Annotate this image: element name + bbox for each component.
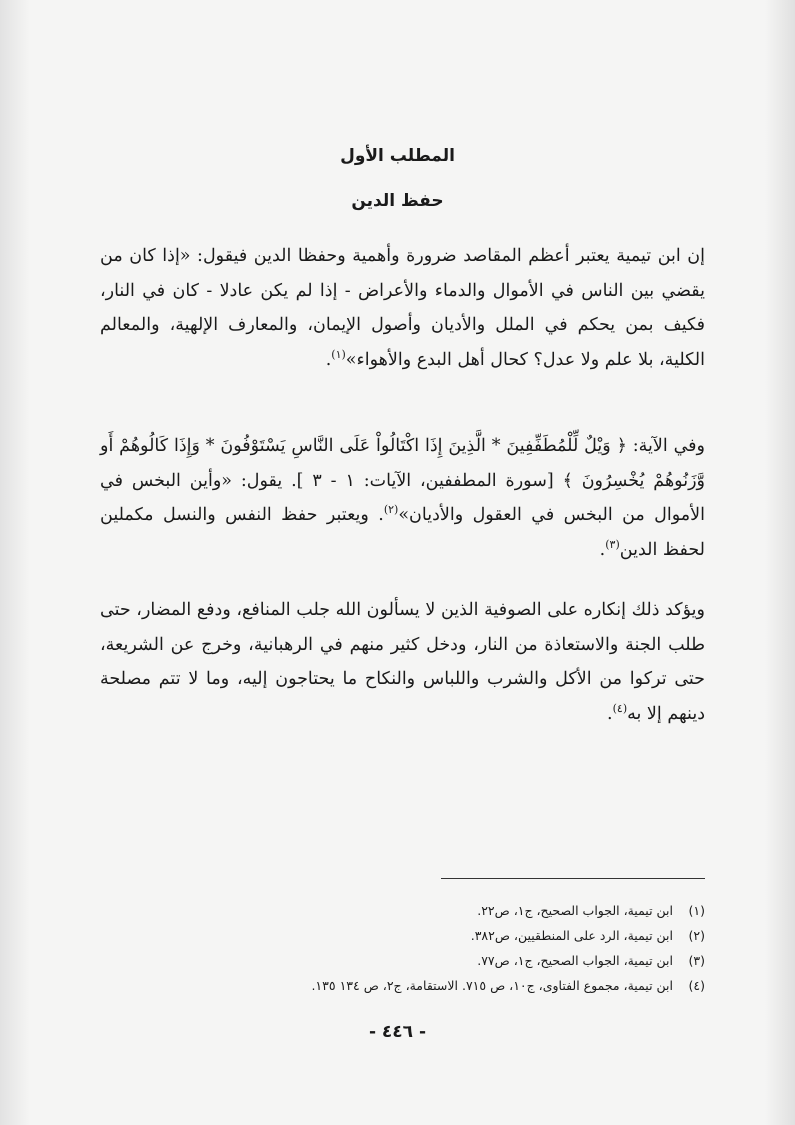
footnote-ref-4: (٤) [612, 701, 628, 715]
footnote-item [100, 923, 705, 948]
footnotes-list [100, 898, 705, 998]
subsection-heading: حفظ الدين [351, 191, 444, 211]
paragraph-2-end: . [599, 539, 606, 560]
footnote-number: (٤) [688, 978, 705, 993]
paragraph-3-end: . [607, 703, 613, 724]
footnote-number: (٣) [688, 953, 705, 968]
paragraph-3-text: ويؤكد ذلك إنكاره على الصوفية الذين لا يسألون الله جلب المنافع، ودفع المضار، حتى طلب الجنة والاستعاذة من النار، ودخل كثير منهم في الرهبانية، وخرج عن الشريعة، حتى تركوا من الأكل والشرب واللباس والنكاح ما يحتاجون إليه، وما لا تتم مصلحة دينهم إلا به [100, 600, 705, 724]
footnote-ref-3: (٣) [605, 537, 620, 551]
quran-verse: ﴿ وَيْلٌ لِّلْمُطَفِّفِينَ * الَّذِينَ إِذَا اكْتَالُواْ عَلَى النَّاسِ يَسْتَوْفُونَ * وَإِذَا كَالُوهُمْ أَو وَّزَنُوهُمْ يُخْسِرُونَ ﴾ [100, 436, 705, 491]
paragraph-2-intro: وفي الآية: [626, 436, 705, 456]
verse-citation: [سورة المطففين، الآيات: ١ - ٣ ]. [282, 470, 563, 491]
footnote-number: (١) [688, 903, 705, 918]
paragraph-3 [100, 593, 705, 731]
paragraph-2 [100, 429, 705, 567]
footnote-item [100, 898, 705, 923]
footnote-number: (٢) [688, 928, 705, 943]
footnote-text: ابن تيمية، الجواب الصحيح، ج١، ص٧٧. [477, 953, 673, 968]
section-heading: المطلب الأول [340, 146, 455, 166]
footnote-text: ابن تيمية، الجواب الصحيح، ج١، ص٢٢. [477, 903, 673, 918]
footnote-text: ابن تيمية، الرد على المنطقيين، ص٣٨٢. [470, 928, 673, 943]
page-number: - ٤٤٦ - [368, 1022, 427, 1042]
footnote-text: ابن تيمية، مجموع الفتاوى، ج١٠، ص ٧١٥. الاستقامة، ج٢، ص ١٣٤ ١٣٥. [311, 978, 673, 993]
footnote-ref-2: (٢) [383, 503, 399, 517]
paragraph-1 [100, 239, 705, 377]
footnote-item [100, 973, 705, 998]
footnote-separator [441, 878, 705, 879]
footnote-ref-1: (١) [331, 347, 346, 361]
scan-shadow-left [0, 0, 30, 1125]
footnote-item [100, 948, 705, 973]
paragraph-2-quote: يقول: «وأين البخس في الأموال من البخس في العقول والأديان» [100, 470, 706, 525]
scan-shadow-right [765, 0, 795, 1125]
paragraph-1-text: إن ابن تيمية يعتبر أعظم المقاصد ضرورة وأهمية وحفظا الدين فيقول: «إذا كان من يقضي بين الناس في الأموال والدماء والأعراض - إذا لم يكن عادلا - كان في النار، فكيف بمن يحكم في الملل والأديان وأصول الإيمان، والمعارف الإلهية، والمعالم الكلية، بلا علم ولا عدل؟ كحال أهل البدع والأهواء» [100, 246, 705, 370]
paragraph-2-middle: . ويعتبر حفظ النفس والنسل مكملين لحفظ الدين [100, 505, 705, 560]
paragraph-1-end: . [325, 349, 332, 370]
